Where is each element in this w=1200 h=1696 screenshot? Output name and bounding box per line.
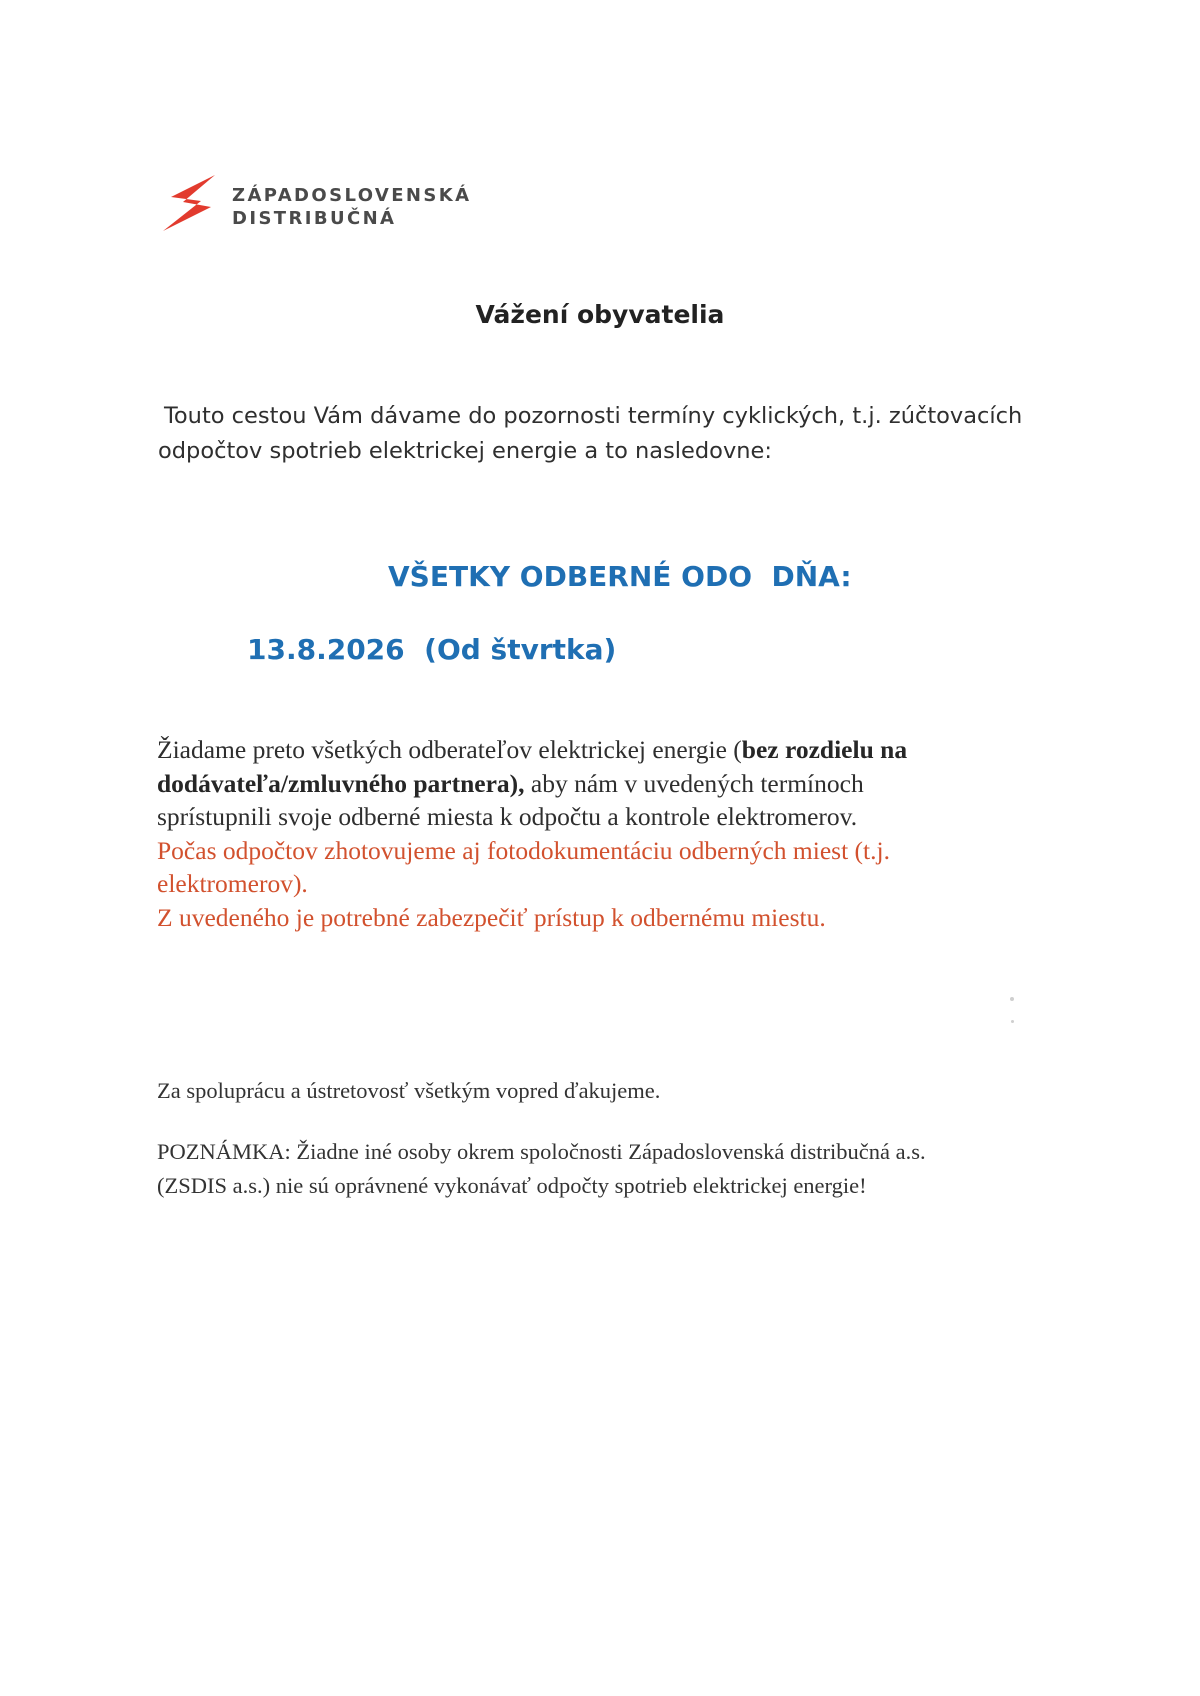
scan-speck [1011,1020,1014,1023]
photo-notice-line-1: Počas odpočtov zhotovujeme aj fotodokumentáciu odberných miest (t.j. [157,835,890,865]
intro-line-2: odpočtov spotrieb elektrickej energie a to nasledovne: [158,438,772,464]
intro-paragraph [158,399,1038,469]
request-line-2-text: aby nám v uvedených termínoch [524,768,864,798]
request-line-1-text: Žiadame preto všetkých odberateľov elektrickej energie ( [157,735,742,764]
logo-line-2: DISTRIBUČNÁ [232,208,397,229]
note-paragraph [157,1135,1077,1202]
request-line-2-bold: dodávateľa/zmluvného partnera), [157,768,525,798]
note-line-2: (ZSDIS a.s.) nie sú oprávnené vykonávať odpočty spotrieb elektrickej energie! [157,1172,867,1198]
request-paragraph [157,733,1057,934]
photo-notice-line-2: elektromerov). [157,869,308,898]
request-line-1 [157,733,1057,767]
reading-date: 13.8.2026 (Od štvrtka) [247,633,617,666]
lightning-bolt-icon [163,175,225,235]
reading-headline: VŠETKY ODBERNÉ ODO DŇA: [388,560,852,593]
note-line-1: POZNÁMKA: Žiadne iné osoby okrem spoločnosti Západoslovenská distribučná a.s. [157,1139,926,1164]
request-line-2 [157,767,1057,801]
request-line-1-bold: bez rozdielu na [741,735,908,764]
scan-speck [1010,997,1014,1001]
greeting-heading: Vážení obyvatelia [475,300,725,329]
logo-wordmark [232,184,471,230]
request-line-3: sprístupnili svoje odberné miesta k odpočtu a kontrole elektromerov. [157,802,858,831]
intro-line-1: Touto cestou Vám dávame do pozornosti termíny cyklických, t.j. zúčtovacích [164,403,1023,429]
company-logo [163,175,472,235]
access-notice-line: Z uvedeného je potrebné zabezpečiť prístup k odbernému miestu. [157,902,826,932]
thanks-line: Za spoluprácu a ústretovosť všetkým vopred ďakujeme. [157,1078,661,1103]
logo-line-1: ZÁPADOSLOVENSKÁ [232,185,472,206]
